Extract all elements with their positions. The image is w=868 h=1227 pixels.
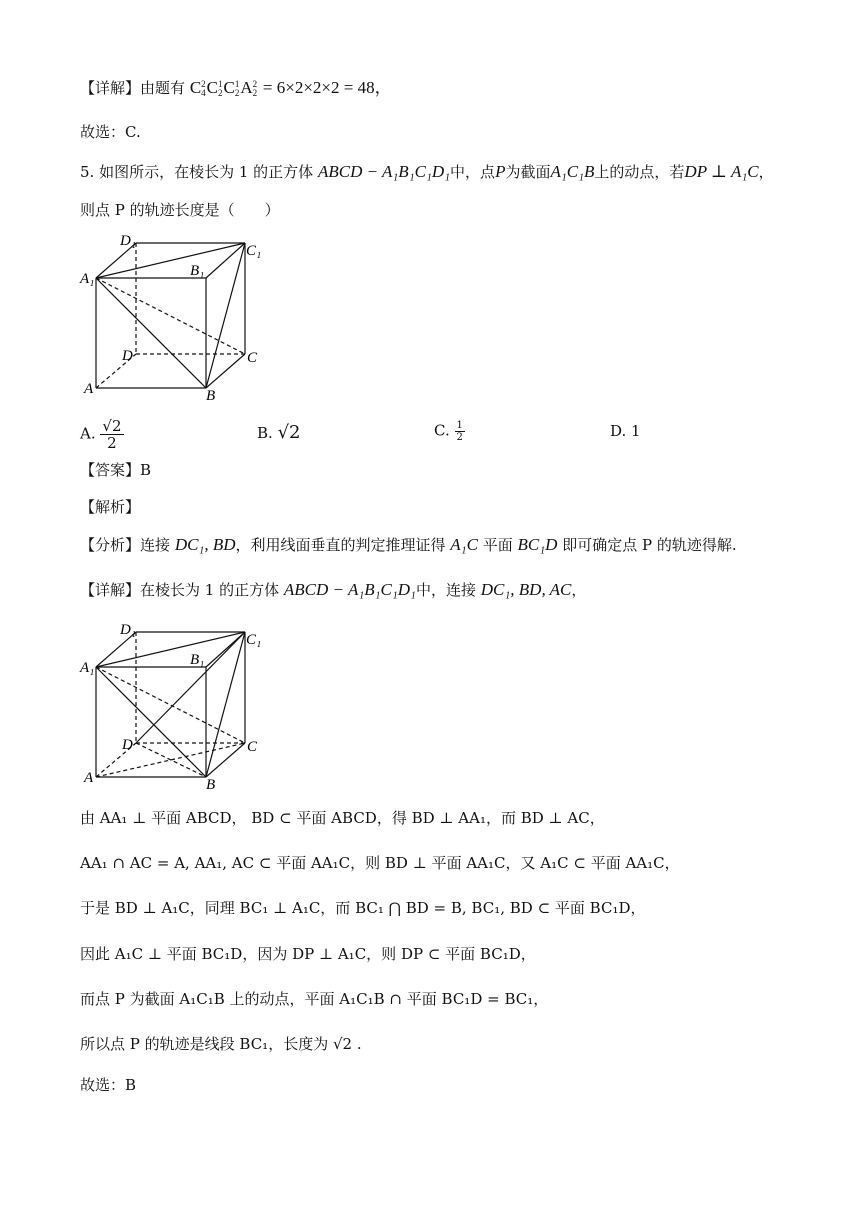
analysis-t3: 平面 (482, 536, 513, 554)
option-c-fraction: $\frac{1}{2}$ (456, 420, 463, 443)
label-b: B (206, 388, 216, 404)
detail-intro: 由题有 (140, 79, 186, 97)
detail2-t3: ， (571, 581, 587, 599)
label2-d: D (122, 737, 133, 753)
analysis-t2: ，利用线面垂直的判定推理证得 (235, 536, 446, 554)
analysis-t4: 即可确定点 P 的轨迹得解. (562, 536, 737, 554)
label2-b: B (206, 777, 216, 793)
option-a-label: A. (80, 424, 96, 443)
problem-text-d: 上的动点，若 (594, 163, 685, 181)
combination-formula: C 2 4 C 1 2 C 1 2 A 2 2 (189, 78, 258, 99)
label2-b1: B₁ (190, 652, 205, 668)
final-choice: 故选：B (80, 1076, 137, 1094)
label-d1: D₁ (120, 233, 137, 249)
label2-c: C (247, 739, 258, 755)
detail2-m2: DC₁, BD, AC (480, 580, 572, 599)
problem-text-c: 为截面 (505, 163, 551, 181)
problem-5-line-2: 则点 P 的轨迹长度是（ ） (80, 201, 280, 219)
label-c: C (247, 350, 258, 366)
proof-line-5: 而点 P 为截面 A₁C₁B 上的动点，平面 A₁C₁B ∩ 平面 BC₁D = BC₁， (80, 990, 549, 1008)
detail2-t1: 在棱长为 1 的正方体 (140, 581, 280, 599)
label-b1: B₁ (190, 263, 205, 279)
option-c (434, 420, 465, 443)
detail-result: = 6×2×2×2 = 48， (262, 78, 392, 97)
label2-c1: C₁ (246, 632, 262, 648)
cube-name: ABCD − A₁B₁C₁D₁ (317, 162, 451, 181)
option-b (257, 422, 301, 443)
analysis-heading: 【解析】 (80, 498, 141, 516)
proof-line-3: 于是 BD ⊥ A₁C，同理 BC₁ ⊥ A₁C，而 BC₁ ⋂ BD = B, BC₁, BD ⊂ 平面 BC₁D， (80, 899, 646, 917)
problem-text-b: 中，点 (450, 163, 496, 181)
label2-d1: D₁ (120, 622, 137, 638)
analysis-m2: A₁C (450, 535, 478, 554)
option-a (80, 418, 124, 451)
label2-a: A (84, 770, 94, 786)
option-b-label: B. (257, 424, 273, 442)
prev-detail-line (80, 78, 392, 98)
analysis-label: 【分析】 (80, 536, 141, 554)
analysis-m3: BC₁D (517, 535, 558, 554)
detail2-t2: 中，连接 (415, 581, 476, 599)
label-a1: A₁ (80, 271, 95, 287)
proof-line-1: 由 AA₁ ⊥ 平面 ABCD， BD ⊂ 平面 ABCD，得 BD ⊥ AA₁，而 BD ⊥ AC， (80, 809, 605, 827)
prev-choice: 故选：C. (80, 123, 141, 141)
condition: DP ⊥ A₁C (684, 162, 759, 181)
answer: 【答案】B (80, 461, 152, 479)
detail2-m1: ABCD − A₁B₁C₁D₁ (283, 580, 416, 599)
detail-label: 【详解】 (80, 79, 141, 97)
detail-line (80, 580, 586, 600)
analysis-m1: DC₁, BD (174, 535, 236, 554)
label-c1: C₁ (246, 243, 262, 259)
option-d: D. 1 (610, 422, 641, 440)
analysis-t1: 连接 (140, 536, 171, 554)
label2-a1: A₁ (80, 660, 95, 676)
label-a: A (84, 381, 94, 397)
point-p: P (495, 162, 506, 181)
section-name: A₁C₁B (550, 162, 595, 181)
option-b-value: √2 (277, 422, 301, 443)
problem-5-line-1 (80, 162, 774, 182)
analysis-line (80, 535, 737, 555)
problem-text-a: 如图所示，在棱长为 1 的正方体 (99, 163, 314, 181)
detail2-label: 【详解】 (80, 581, 141, 599)
option-a-fraction: $\frac{√2}{2}$ (102, 417, 122, 452)
problem-text-e: ， (758, 163, 774, 181)
proof-line-4: 因此 A₁C ⊥ 平面 BC₁D，因为 DP ⊥ A₁C，则 DP ⊂ 平面 BC₁D， (80, 945, 536, 963)
cube-diagram-2 (78, 617, 268, 797)
proof-line-2: AA₁ ∩ AC = A, AA₁, AC ⊂ 平面 AA₁C，则 BD ⊥ 平面 AA₁C，又 A₁C ⊂ 平面 AA₁C， (80, 854, 680, 872)
proof-line-6: 所以点 P 的轨迹是线段 BC₁，长度为 √2 . (80, 1035, 362, 1053)
cube-diagram-1 (78, 228, 268, 408)
problem-number: 5. (80, 163, 95, 181)
label-d: D (122, 348, 133, 364)
option-c-label: C. (434, 421, 450, 440)
